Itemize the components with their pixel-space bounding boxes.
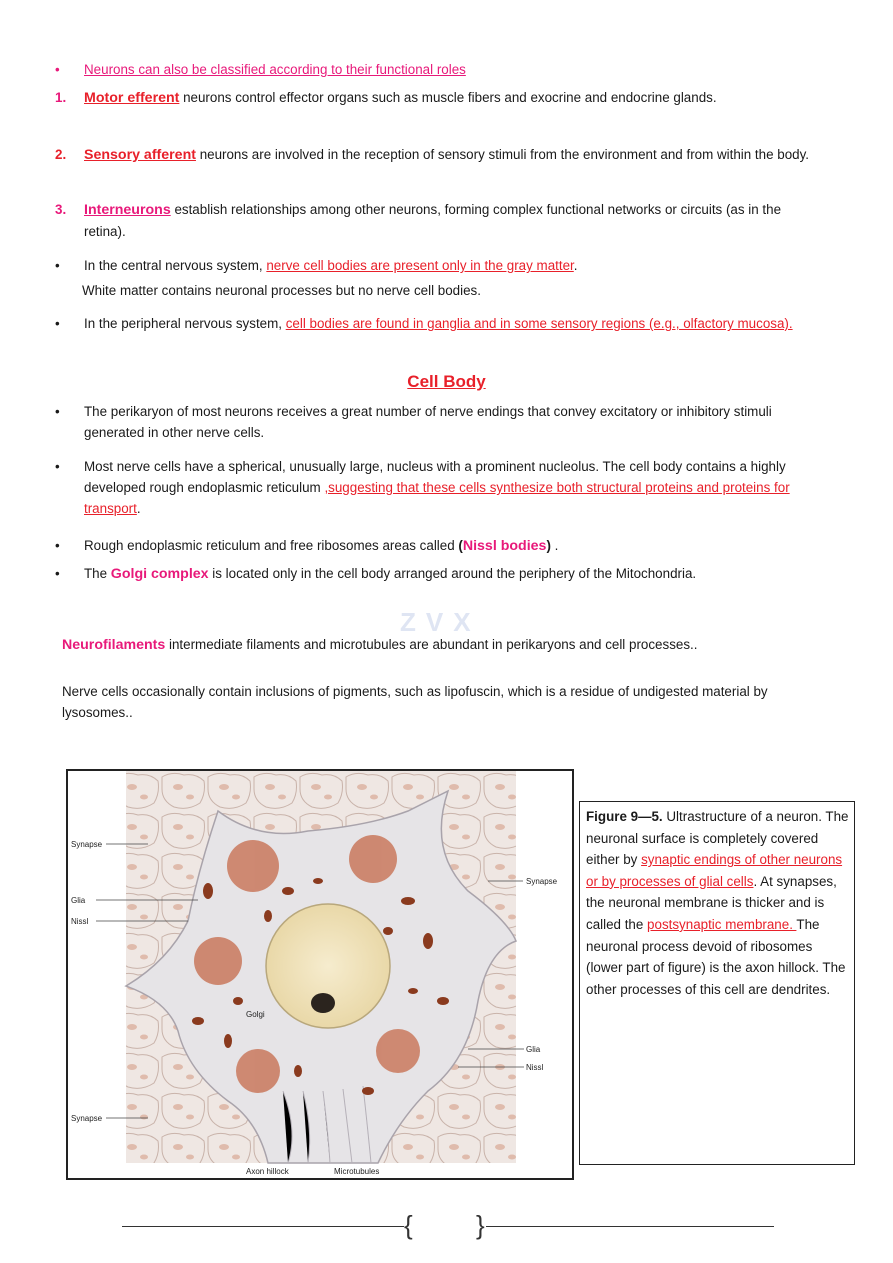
list-item-sensory — [55, 144, 813, 190]
pns-text — [84, 313, 838, 334]
cb-text-3 — [84, 535, 813, 557]
label-synapse-bottom-left: Synapse — [71, 1114, 103, 1123]
cb-bullet-2 — [55, 456, 838, 524]
label-axon-hillock: Axon hillock — [246, 1167, 289, 1176]
neuron-figure — [66, 769, 574, 1180]
label-glia-left: Glia — [71, 896, 86, 905]
item-text — [84, 144, 813, 166]
label-microtubules: Microtubules — [334, 1167, 380, 1176]
label-synapse-top-right: Synapse — [526, 877, 558, 886]
intro-text: Neurons can also be classified according to their functional roles — [84, 62, 466, 77]
item-keyword: Interneurons — [84, 202, 171, 218]
cb3-close: ) — [546, 538, 551, 553]
footer-brace-right-icon: } — [476, 1210, 485, 1240]
cb-text-4 — [84, 563, 813, 585]
nf-text: intermediate filaments and microtubules are abundant in perikaryons and cell processes.. — [165, 637, 698, 652]
bullet-icon: • — [55, 316, 60, 331]
cb4-pre: The — [84, 566, 111, 581]
item-number: 3. — [55, 202, 67, 217]
cns-pre: In the central nervous system, — [84, 258, 267, 273]
caption-text-1: Ultrastructure of a neuron. The neuronal surface is completely covered either by — [586, 809, 849, 868]
label-nissl-right: Nissl — [526, 1063, 544, 1072]
caption-label: Figure 9—5. — [586, 809, 663, 824]
item-keyword: Sensory afferent — [84, 147, 196, 163]
cb3-pre: Rough endoplasmic reticulum and free ribosomes areas called — [84, 538, 459, 553]
pns-pre: In the peripheral nervous system, — [84, 316, 286, 331]
item-body: neurons control effector organs such as muscle fibers and exocrine and endocrine glands. — [179, 90, 717, 105]
pigments-paragraph: Nerve cells occasionally contain inclusions of pigments, such as lipofuscin, which is a residue of undigested material by lysosomes.. — [62, 684, 768, 720]
neurofilaments-paragraph — [62, 634, 838, 656]
cb4-post: is located only in the cell body arranged around the periphery of the Mitochondria. — [208, 566, 697, 581]
caption-text-2: . At synapses, the neuronal membrane is thicker and is called the — [586, 873, 837, 932]
item-text — [84, 199, 813, 242]
cb3-post: . — [550, 538, 559, 553]
list-item-interneurons — [55, 199, 813, 245]
bullet-icon: • — [55, 62, 60, 77]
bullet-icon: • — [55, 566, 60, 581]
footer-brace-left-icon: { — [404, 1210, 413, 1240]
caption-text-3: The neuronal process devoid of ribosomes (lower part of figure) is the axon hillock. The other processes of this cell are dendrites. — [586, 916, 846, 997]
pns-highlight: cell bodies are found in ganglia and in some sensory regions (e.g., olfactory mucosa). — [285, 316, 793, 331]
item-body: establish relationships among other neurons, forming complex functional networks or circuits (as in the retina). — [84, 202, 782, 239]
label-synapse-top-left: Synapse — [71, 840, 103, 849]
footer-rule-left — [122, 1226, 404, 1227]
caption-highlight-1: synaptic endings of other neurons or by processes of glial cells — [586, 852, 843, 889]
cb3-keyword: Nissl bodies — [462, 538, 547, 554]
item-number: 2. — [55, 147, 67, 162]
cb-text-2 — [84, 456, 838, 519]
cb2-pre: Most nerve cells have a spherical, unusually large, nucleus with a prominent nucleolus. The cell body contains a highly developed rough endoplasmic reticulum — [84, 459, 786, 495]
label-nissl-left: Nissl — [71, 917, 89, 926]
cb3-open: ( — [458, 538, 463, 553]
cb-bullet-4 — [55, 563, 813, 609]
cb-bullet-1 — [55, 401, 813, 447]
figure-caption — [579, 801, 855, 1165]
section-title: Cell Body — [407, 372, 486, 391]
item-number: 1. — [55, 90, 67, 105]
cns-text — [84, 255, 813, 276]
label-golgi: Golgi — [246, 1010, 265, 1019]
bullet-icon: • — [55, 258, 60, 273]
cb-text-1: The perikaryon of most neurons receives a great number of nerve endings that convey excitatory or inhibitory stimuli generated in other nerve cells. — [84, 404, 772, 440]
cb2-post: . — [136, 501, 141, 516]
cns-line-2: White matter contains neuronal processes but no nerve cell bodies. — [82, 283, 481, 298]
bullet-icon: • — [55, 459, 60, 474]
bullet-icon: • — [55, 538, 60, 553]
item-text — [84, 87, 813, 109]
list-item-motor — [55, 87, 813, 133]
caption-highlight-2: postsynaptic membrane. — [647, 916, 797, 932]
label-glia-right: Glia — [526, 1045, 541, 1054]
footer-rule-right — [486, 1226, 774, 1227]
pns-line — [55, 313, 838, 359]
cb4-keyword: Golgi complex — [110, 566, 209, 582]
item-keyword: Motor efferent — [84, 90, 180, 106]
bullet-icon: • — [55, 404, 60, 419]
item-body: neurons are involved in the reception of sensory stimuli from the environment and from within the body. — [195, 147, 810, 162]
watermark: ZVX — [400, 607, 481, 637]
cb2-highlight: ,suggesting that these cells synthesize both structural proteins and proteins for transport — [84, 480, 790, 516]
cns-post: . — [573, 258, 578, 273]
neuron-illustration — [68, 771, 572, 1178]
cns-highlight: nerve cell bodies are present only in the gray matter — [266, 258, 574, 273]
nf-keyword: Neurofilaments — [62, 637, 166, 653]
